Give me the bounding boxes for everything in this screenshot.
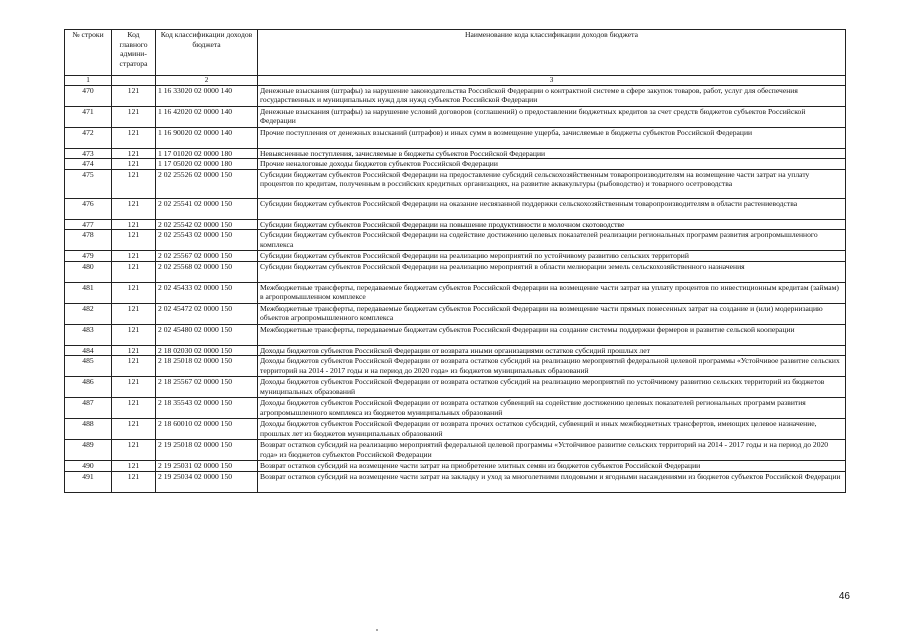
code-name-cell: Возврат остатков субсидий на реализацию мероприятий федеральной целевой программы «Устойчивое развитие сельских территорий на 2014 - 2017 годы и на период до 2020 года» из бюджетов субъектов Российской Федерации [258,440,846,461]
classification-code-cell: 2 18 35543 02 0000 150 [156,398,258,419]
code-name-cell: Доходы бюджетов субъектов Российской Федерации от возврата прочих остатков субсидий, субвенций и иных межбюджетных трансфертов, имеющих целевое назначение, прошлых лет из бюджетов муниципальных образований [258,419,846,440]
table-row [65,219,846,230]
admin-code-cell: 121 [112,282,156,303]
code-name-cell: Субсидии бюджетам субъектов Российской Федерации на предоставление субсидий сельскохозяйственным товаропроизводителям на возмещение части затрат на уплату процентов по кредитам, полученным в российских кредитных организациях, на развитие аквакультуры (рыбоводство) и товарного осетроводства [258,169,846,198]
row-number-cell: 473 [65,148,112,159]
classification-code-cell: 2 02 45480 02 0000 150 [156,324,258,345]
classification-code-cell: 2 02 45433 02 0000 150 [156,282,258,303]
row-number-cell: 470 [65,85,112,106]
admin-code-cell: 121 [112,461,156,472]
classification-code-cell: 2 18 02030 02 0000 150 [156,345,258,356]
row-number-cell: 488 [65,419,112,440]
admin-code-cell: 121 [112,198,156,219]
table-body [65,85,846,493]
admin-code-cell: 121 [112,398,156,419]
classification-code-cell: 2 19 25034 02 0000 150 [156,472,258,493]
table-row [65,230,846,251]
column-number-3: 3 [258,76,846,86]
table-row [65,127,846,148]
admin-code-cell: 121 [112,85,156,106]
code-name-cell: Возврат остатков субсидий на возмещение части затрат на закладку и уход за многолетними плодовыми и ягодными насаждениями из бюджетов субъектов Российской Федерации [258,472,846,493]
row-number-cell: 472 [65,127,112,148]
row-number-cell: 478 [65,230,112,251]
table-row [65,472,846,493]
code-name-cell: Межбюджетные трансферты, передаваемые бюджетам субъектов Российской Федерации на создание системы поддержки фермеров и развитие сельской кооперации [258,324,846,345]
table-row [65,198,846,219]
row-number-cell: 475 [65,169,112,198]
classification-code-cell: 2 18 25567 02 0000 150 [156,377,258,398]
admin-code-cell: 121 [112,356,156,377]
classification-code-cell: 1 16 90020 02 0000 140 [156,127,258,148]
classification-code-cell: 2 19 25031 02 0000 150 [156,461,258,472]
table-row [65,106,846,127]
classification-code-cell: 2 18 60010 02 0000 150 [156,419,258,440]
code-name-cell: Прочие неналоговые доходы бюджетов субъектов Российской Федерации [258,159,846,170]
code-name-cell: Межбюджетные трансферты, передаваемые бюджетам субъектов Российской Федерации на возмещение части затрат на уплату процентов по инвестиционным кредитам (займам) в агропромышленном комплексе [258,282,846,303]
scan-artifact [376,629,378,631]
admin-code-cell: 121 [112,230,156,251]
table-row [65,461,846,472]
code-name-cell: Доходы бюджетов субъектов Российской Федерации от возврата остатков субсидий на реализацию мероприятий федеральной целевой программы «Устойчивое развитие сельских территорий на 2014 - 2017 годы и на период до 2020 года» из бюджетов муниципальных образований [258,356,846,377]
code-name-cell: Межбюджетные трансферты, передаваемые бюджетам субъектов Российской Федерации на возмещение части прямых понесенных затрат на создание и (или) модернизацию объектов агропромышленного комплекса [258,303,846,324]
classification-code-cell: 2 02 25526 02 0000 150 [156,169,258,198]
classification-code-cell: 2 02 25568 02 0000 150 [156,261,258,282]
classification-code-cell: 2 02 25542 02 0000 150 [156,219,258,230]
row-number-cell: 483 [65,324,112,345]
code-name-cell: Доходы бюджетов субъектов Российской Федерации от возврата иными организациями остатков субсидий прошлых лет [258,345,846,356]
classification-code-cell: 2 19 25018 02 0000 150 [156,440,258,461]
code-name-cell: Доходы бюджетов субъектов Российской Федерации от возврата остатков субсидий на реализацию мероприятий по устойчивому развитию сельских территорий из бюджетов муниципальных образований [258,377,846,398]
admin-code-cell: 121 [112,251,156,262]
table-row [65,251,846,262]
code-name-cell: Денежные взыскания (штрафы) за нарушение законодательства Российской Федерации о контрактной системе в сфере закупок товаров, работ, услуг для обеспечения государственных и муниципальных нужд для нужд субъектов Российской Федерации [258,85,846,106]
admin-code-cell: 121 [112,440,156,461]
classification-code-cell: 2 02 25541 02 0000 150 [156,198,258,219]
table-row [65,377,846,398]
classification-code-cell: 1 17 05020 02 0000 180 [156,159,258,170]
admin-code-cell: 121 [112,377,156,398]
row-number-cell: 490 [65,461,112,472]
row-number-cell: 477 [65,219,112,230]
row-number-cell: 486 [65,377,112,398]
row-number-cell: 476 [65,198,112,219]
code-name-cell: Возврат остатков субсидий на возмещение части затрат на приобретение элитных семян из бюджетов субъектов Российской Федерации [258,461,846,472]
row-number-cell: 471 [65,106,112,127]
table-row [65,356,846,377]
table-row [65,303,846,324]
table-header-row [65,30,846,76]
row-number-cell: 487 [65,398,112,419]
code-name-cell: Субсидии бюджетам субъектов Российской Федерации на содействие достижению целевых показателей реализации региональных программ развития агропромышленного комплекса [258,230,846,251]
table-row [65,261,846,282]
classification-code-cell: 2 02 25543 02 0000 150 [156,230,258,251]
code-name-cell: Субсидии бюджетам субъектов Российской Федерации на повышение продуктивности в молочном скотоводстве [258,219,846,230]
row-number-cell: 489 [65,440,112,461]
row-number-cell: 482 [65,303,112,324]
classification-code-cell: 1 17 01020 02 0000 180 [156,148,258,159]
code-name-cell: Субсидии бюджетам субъектов Российской Федерации на реализацию мероприятий в области мелиорации земель сельскохозяйственного назначения [258,261,846,282]
code-name-cell: Денежные взыскания (штрафы) за нарушение условий договоров (соглашений) о предоставлении бюджетных кредитов за счет средств бюджетов субъектов Российской Федерации [258,106,846,127]
column-number-2: 2 [156,76,258,86]
code-name-cell: Доходы бюджетов субъектов Российской Федерации от возврата остатков субвенций на содействие достижению целевых показателей региональных программ развития агропромышленного комплекса из бюджетов муниципальных образований [258,398,846,419]
header-classification-code: Код классификации доходов бюджета [156,30,258,76]
classification-code-cell: 2 02 25567 02 0000 150 [156,251,258,262]
code-name-cell: Прочие поступления от денежных взысканий (штрафов) и иных сумм в возмещение ущерба, зачисляемые в бюджеты субъектов Российской Федерации [258,127,846,148]
table-row [65,159,846,170]
row-number-cell: 480 [65,261,112,282]
row-number-cell: 479 [65,251,112,262]
classification-code-cell: 1 16 42020 02 0000 140 [156,106,258,127]
table-row [65,345,846,356]
revenue-classification-table [64,29,846,493]
row-number-cell: 481 [65,282,112,303]
page-number: 46 [838,591,850,602]
table-row [65,169,846,198]
table-row [65,419,846,440]
admin-code-cell: 121 [112,106,156,127]
admin-code-cell: 121 [112,345,156,356]
table-row [65,440,846,461]
admin-code-cell: 121 [112,472,156,493]
code-name-cell: Субсидии бюджетам субъектов Российской Федерации на оказание несвязанной поддержки сельскохозяйственным товаропроизводителям в области растениеводства [258,198,846,219]
code-name-cell: Невыясненные поступления, зачисляемые в бюджеты субъектов Российской Федерации [258,148,846,159]
admin-code-cell: 121 [112,303,156,324]
column-number-admin [112,76,156,86]
table-row [65,398,846,419]
row-number-cell: 485 [65,356,112,377]
admin-code-cell: 121 [112,219,156,230]
classification-code-cell: 2 02 45472 02 0000 150 [156,303,258,324]
row-number-cell: 484 [65,345,112,356]
row-number-cell: 491 [65,472,112,493]
admin-code-cell: 121 [112,419,156,440]
table-row [65,148,846,159]
admin-code-cell: 121 [112,148,156,159]
admin-code-cell: 121 [112,261,156,282]
header-row-number: № строки [65,30,112,76]
admin-code-cell: 121 [112,159,156,170]
table-row [65,282,846,303]
table-row [65,85,846,106]
admin-code-cell: 121 [112,324,156,345]
classification-code-cell: 1 16 33020 02 0000 140 [156,85,258,106]
admin-code-cell: 121 [112,169,156,198]
header-admin-code: Код главного админи-стратора [112,30,156,76]
column-number-1: 1 [65,76,112,86]
admin-code-cell: 121 [112,127,156,148]
column-number-row [65,76,846,86]
table-row [65,324,846,345]
classification-code-cell: 2 18 25018 02 0000 150 [156,356,258,377]
row-number-cell: 474 [65,159,112,170]
code-name-cell: Субсидии бюджетам субъектов Российской Федерации на реализацию мероприятий по устойчивому развитию сельских территорий [258,251,846,262]
header-code-name: Наименование кода классификации доходов бюджета [258,30,846,76]
